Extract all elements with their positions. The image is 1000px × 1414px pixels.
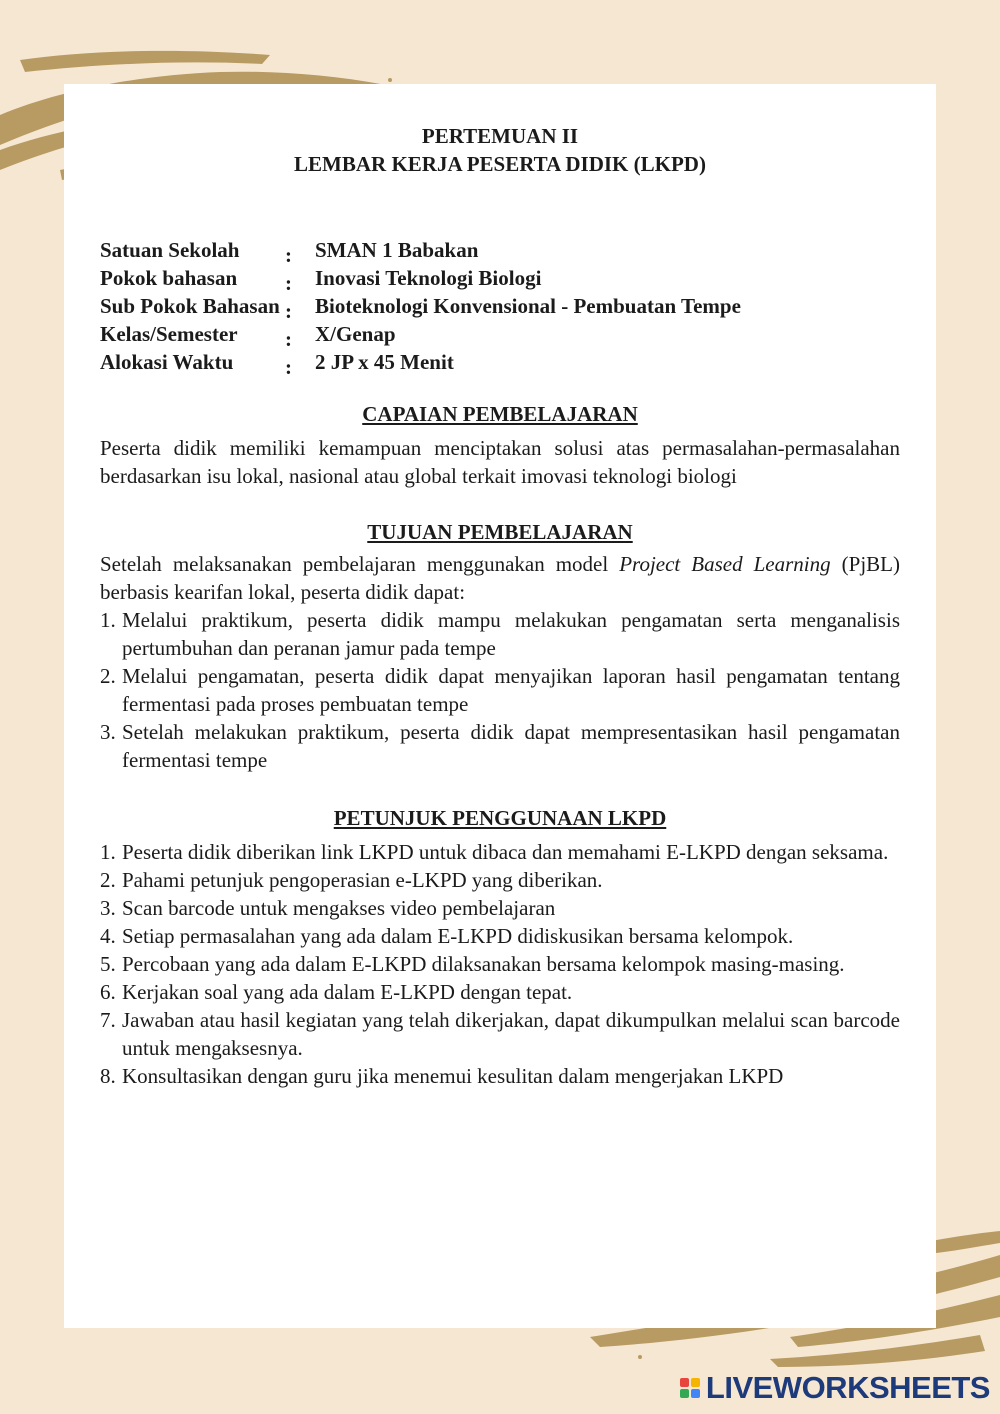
identity-colon: :	[285, 355, 292, 379]
petunjuk-heading: PETUNJUK PENGGUNAAN LKPD	[333, 806, 667, 830]
petunjuk-list	[100, 838, 900, 1090]
identity-label: Sub Pokok Bahasan	[100, 294, 280, 318]
identity-value: X/Genap	[315, 322, 396, 346]
tujuan-intro-after: (PjBL) berbasis kearifan lokal, peserta didik dapat:	[100, 552, 900, 604]
tujuan-heading: TUJUAN PEMBELAJARAN	[367, 520, 633, 544]
identity-colon: :	[285, 327, 292, 351]
capaian-heading: CAPAIAN PEMBELAJARAN	[362, 402, 638, 426]
list-number: 8.	[100, 1064, 116, 1088]
identity-label: Satuan Sekolah	[100, 238, 240, 262]
list-text: Konsultasikan dengan guru jika menemui kesulitan dalam mengerjakan LKPD	[122, 1064, 784, 1088]
liveworksheets-logo[interactable]	[680, 1370, 990, 1406]
list-text: Peserta didik diberikan link LKPD untuk dibaca dan memahami E-LKPD dengan seksama.	[122, 840, 889, 864]
identity-value: Inovasi Teknologi Biologi	[315, 266, 542, 290]
capaian-text: Peserta didik memiliki kemampuan menciptakan solusi atas permasalahan-permasalahan berdasarkan isu lokal, nasional atau global terkait imovasi teknologi biologi	[100, 436, 900, 488]
list-text: Melalui pengamatan, peserta didik dapat menyajikan laporan hasil pengamatan tentang fermentasi pada proses pembuatan tempe	[122, 664, 900, 716]
list-item	[100, 894, 900, 922]
list-item	[100, 922, 900, 950]
list-number: 6.	[100, 980, 116, 1004]
list-item	[100, 662, 900, 718]
list-item	[100, 950, 900, 978]
list-number: 1.	[100, 840, 116, 864]
list-number: 4.	[100, 924, 116, 948]
list-item	[100, 606, 900, 662]
list-item	[100, 978, 900, 1006]
identity-row-topic	[100, 264, 900, 295]
list-item	[100, 1062, 900, 1090]
liveworksheets-logo-icon	[680, 1378, 700, 1398]
list-text: Pahami petunjuk pengoperasian e-LKPD yang diberikan.	[122, 868, 603, 892]
tujuan-intro	[100, 550, 900, 606]
list-number: 5.	[100, 952, 116, 976]
identity-row-time	[100, 348, 900, 379]
list-number: 1.	[100, 608, 116, 632]
list-text: Scan barcode untuk mengakses video pembelajaran	[122, 896, 556, 920]
identity-label: Alokasi Waktu	[100, 350, 234, 374]
tujuan-list	[100, 606, 900, 774]
list-item	[100, 1006, 900, 1062]
list-item	[100, 866, 900, 894]
list-text: Percobaan yang ada dalam E-LKPD dilaksanakan bersama kelompok masing-masing.	[122, 952, 845, 976]
page-title-line1: PERTEMUAN II	[421, 124, 579, 148]
list-text: Setiap permasalahan yang ada dalam E-LKPD didiskusikan bersama kelompok.	[122, 924, 794, 948]
identity-value: SMAN 1 Babakan	[315, 238, 479, 262]
list-number: 2.	[100, 664, 116, 688]
identity-row-class	[100, 320, 900, 351]
list-text: Melalui praktikum, peserta didik mampu melakukan pengamatan serta menganalisis pertumbuhan dan peranan jamur pada tempe	[122, 608, 900, 660]
identity-table	[100, 236, 900, 379]
liveworksheets-logo-text: LIVEWORKSHEETS	[705, 1370, 990, 1405]
list-number: 3.	[100, 896, 116, 920]
tujuan-intro-italic: Project Based Learning	[619, 552, 831, 576]
list-text: Setelah melakukan praktikum, peserta didik dapat mempresentasikan hasil pengamatan fermentasi tempe	[122, 720, 900, 772]
list-item	[100, 838, 900, 866]
list-item	[100, 718, 900, 774]
list-text: Kerjakan soal yang ada dalam E-LKPD dengan tepat.	[122, 980, 573, 1004]
identity-value: Bioteknologi Konvensional - Pembuatan Tempe	[315, 294, 741, 318]
identity-value: 2 JP x 45 Menit	[315, 350, 454, 374]
identity-colon: :	[285, 243, 292, 267]
list-number: 2.	[100, 868, 116, 892]
identity-colon: :	[285, 271, 292, 295]
list-number: 7.	[100, 1008, 116, 1032]
identity-row-subtopic	[100, 292, 900, 323]
list-number: 3.	[100, 720, 116, 744]
identity-label: Kelas/Semester	[100, 322, 238, 346]
identity-colon: :	[285, 299, 292, 323]
page-title-line2: LEMBAR KERJA PESERTA DIDIK (LKPD)	[294, 152, 706, 176]
identity-label: Pokok bahasan	[100, 266, 238, 290]
list-text: Jawaban atau hasil kegiatan yang telah dikerjakan, dapat dikumpulkan melalui scan barcode untuk mengaksesnya.	[122, 1008, 900, 1060]
tujuan-intro-before: Setelah melaksanakan pembelajaran menggunakan model	[100, 552, 620, 576]
worksheet-content	[100, 122, 900, 1090]
identity-row-school	[100, 236, 900, 267]
